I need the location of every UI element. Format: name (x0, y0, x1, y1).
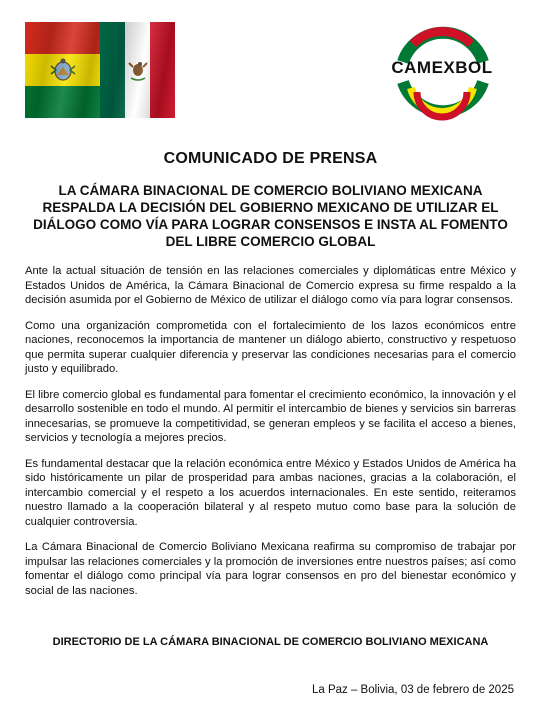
place-and-date: La Paz – Bolivia, 03 de febrero de 2025 (311, 684, 514, 696)
paragraph-5: La Cámara Binacional de Comercio Boliviano Mexicana reafirma su compromiso de trabajar por impulsar las relaciones comerciales y la promoción de inversiones entre nuestros países; así como fomentar el diálogo como principal vía para lograr consensos en pro del bienestar económico y social de las naciones. (25, 541, 516, 597)
paragraph-4: Es fundamental destacar que la relación económica entre México y Estados Unidos de América ha sido históricamente un pilar de prosperidad para ambas naciones, gracias a la colaboración, el intercambio comercial y el respeto a los acuerdos internacionales. En este sentido, reiteramos nuestro llamado a la cooperación bilateral y al respeto mutuo como base para la solución de cualquier controversia. (25, 457, 516, 528)
camexbol-logo (383, 22, 501, 122)
paragraph-2: Como una organización comprometida con el fortalecimiento de los lazos económicos entre naciones, reconocemos la importancia de mantener un diálogo abierto, constructivo y respetuoso que permita superar cualquier diferencia y preservar las condiciones necesarias para el comercio justo y equilibrado. (25, 319, 516, 375)
mexico-flag (100, 22, 175, 118)
signature-directory: DIRECTORIO DE LA CÁMARA BINACIONAL DE COMERCIO BOLIVIANO MEXICANA (52, 636, 489, 648)
bolivia-flag (25, 22, 100, 118)
document-subtitle: LA CÁMARA BINACIONAL DE COMERCIO BOLIVIANO MEXICANA RESPALDA LA DECISIÓN DEL GOBIERNO MEXICANO DE UTILIZAR EL DIÁLOGO COMO VÍA PARA LOGRAR CONSENSOS E INSTA AL FOMENTO DEL LIBRE COMERCIO GLOBAL (33, 183, 508, 249)
letterhead (0, 0, 541, 130)
logo-wordmark: CAMEXBOL (391, 58, 493, 77)
flags-banner (25, 22, 175, 118)
bolivia-coat-of-arms-icon (48, 56, 78, 84)
document-title: COMUNICADO DE PRENSA (163, 150, 378, 167)
paragraph-1: Ante la actual situación de tensión en las relaciones comerciales y diplomáticas entre México y Estados Unidos de América, la Cámara Binacional de Comercio expresa su firme respaldo a la decisión asumida por el Gobierno de México de utilizar el diálogo como vía para lograr consensos. (25, 265, 516, 306)
press-release-body (25, 150, 516, 609)
paragraph-3: El libre comercio global es fundamental para fomentar el crecimiento económico, la innovación y el desarrollo sostenible en todo el mundo. Al permitir el intercambio de bienes y servicios sin barreras innecesarias, se promueve la competitividad, se generan empleos y se facilita el acceso a bienes, servicios y tecnología a mejores precios. (25, 388, 516, 444)
mexico-eagle-icon (127, 58, 149, 82)
